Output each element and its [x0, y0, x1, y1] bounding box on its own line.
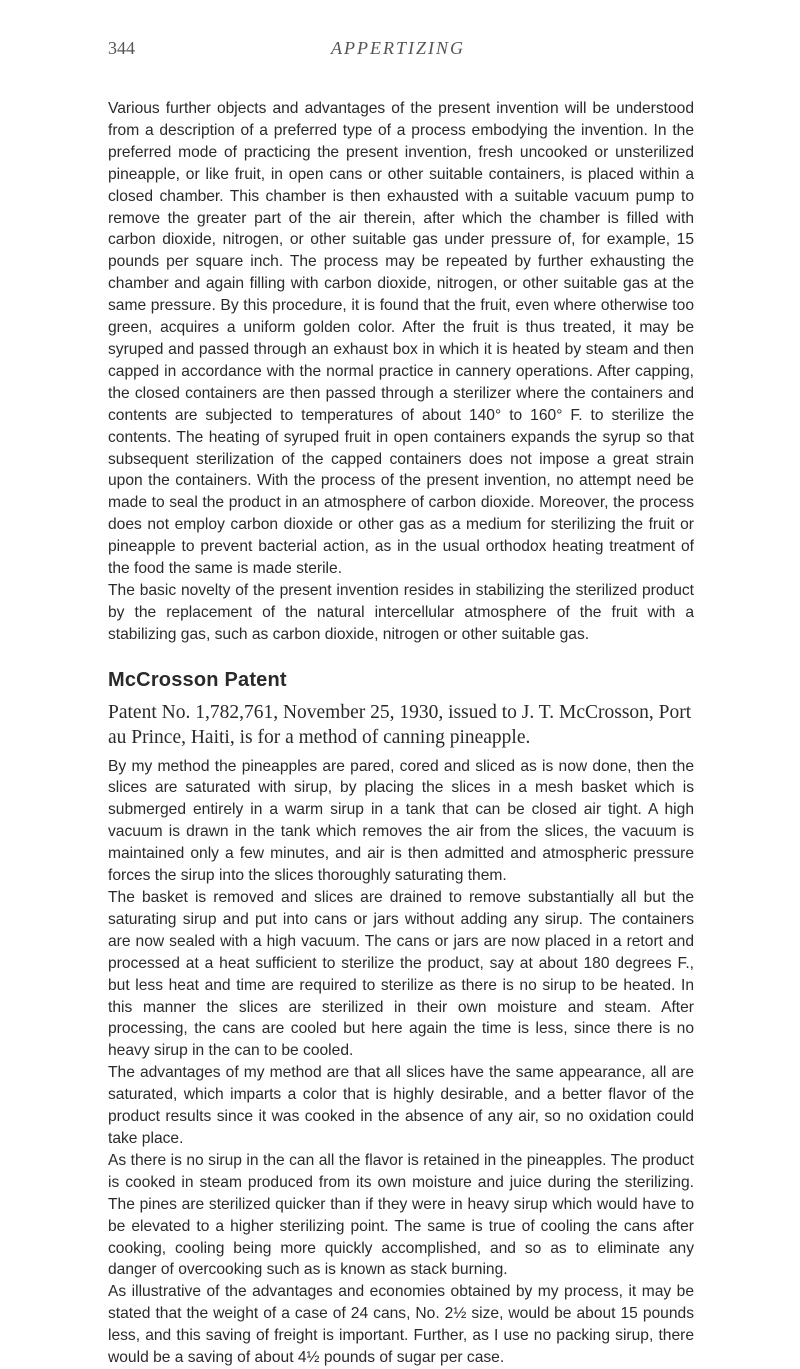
- paragraph: The advantages of my method are that all slices have the same appearance, all are saturated, which imparts a color that is highly desirable, and a better flavor of the product results since it was cooked in the absence of any air, so no oxidation could take place.: [108, 1064, 694, 1147]
- page-number: 344: [108, 38, 135, 58]
- paragraph: The basket is removed and slices are drained to remove substantially all but the saturating sirup and put into cans or jars without adding any sirup. The containers are now sealed with a high vacuum. The cans or jars are now placed in a retort and processed at a heat sufficient to sterilize the product, say at about 180 degrees F., but less heat and time are required to sterilize as there is no sirup to be heated. In this manner the slices are sterilized in their own moisture and steam. After processing, the cans are cooled but here again the time is less, since there is no heavy sirup in the can to be cooled.: [108, 889, 694, 1060]
- paragraph: Various further objects and advantages of the present invention will be understood from a description of a preferred type of a process embodying the invention. In the preferred mode of practicing the present invention, fresh uncooked or unsterilized pineapple, or like fruit, in open cans or other suitable containers, is placed within a closed chamber. This chamber is then exhausted with a suitable vacuum pump to remove the greater part of the air therein, after which the chamber is filled with carbon dioxide, nitrogen, or other suitable gas under pressure of, for example, 15 pounds per square inch. The process may be repeated by further exhausting the chamber and again filling with carbon dioxide, nitrogen, or other suitable gas at the same pressure. By this procedure, it is found that the fruit, even where otherwise too green, acquires a uniform golden color. After the fruit is thus treated, it may be syruped and passed through an exhaust box in which it is heated by steam and then capped in accordance with the normal practice in cannery operations. After capping, the closed containers are then passed through a sterilizer where the containers and contents are subjected to temperatures of about 140° to 160° F. to sterilize the contents. The heating of syruped fruit in open containers expands the syrup so that subsequent sterilization of the capped containers does not impose a great strain upon the containers. With the process of the present invention, no attempt need be made to seal the product in an atmosphere of carbon dioxide. Moreover, the process does not employ carbon dioxide or other gas as a medium for sterilizing the fruit or pineapple to prevent bacterial action, as in the usual orthodox heating treatment of the food the same is made sterile.: [108, 100, 694, 578]
- paragraph: The basic novelty of the present invention resides in stabilizing the sterilized product by the replacement of the natural intercellular atmosphere of the fruit with a stabilizing gas, such as carbon dioxide, nitrogen or other suitable gas.: [108, 581, 694, 643]
- page-body: [108, 98, 694, 1369]
- paragraph: As there is no sirup in the can all the flavor is retained in the pineapples. The product is cooked in steam produced from its own moisture and juice during the sterilizing. The pines are sterilized quicker than if they were in heavy sirup which would have to be elevated to a higher sterilizing point. The same is true of cooling the cans after cooking, cooling being more quickly accomplished, and so as to eliminate any danger of overcooking such as is known as stack burning.: [108, 1151, 694, 1279]
- paragraph: By my method the pineapples are pared, cored and sliced as is now done, then the slices are saturated with sirup, by placing the slices in a mesh basket which is submerged entirely in a warm sirup in a tank that can be closed air tight. A high vacuum is drawn in the tank which removes the air from the slices, the vacuum is maintained only a few minutes, and air is then admitted and atmospheric pressure forces the sirup into the slices thoroughly saturating them.: [108, 757, 694, 885]
- patent-citation: Patent No. 1,782,761, November 25, 1930, issued to J. T. McCrosson, Port au Prince, Haiti, is for a method of canning pineapple.: [108, 701, 692, 748]
- running-head: APPERTIZING: [331, 38, 465, 58]
- page-header: [108, 38, 688, 68]
- paragraph: As illustrative of the advantages and economies obtained by my process, it may be stated that the weight of a case of 24 cans, No. 2½ size, would be about 15 pounds less, and this saving of freight is important. Further, as I use no packing sirup, there would be a saving of about 4½ pounds of sugar per case.: [108, 1283, 694, 1367]
- section-heading: McCrosson Patent: [108, 668, 287, 691]
